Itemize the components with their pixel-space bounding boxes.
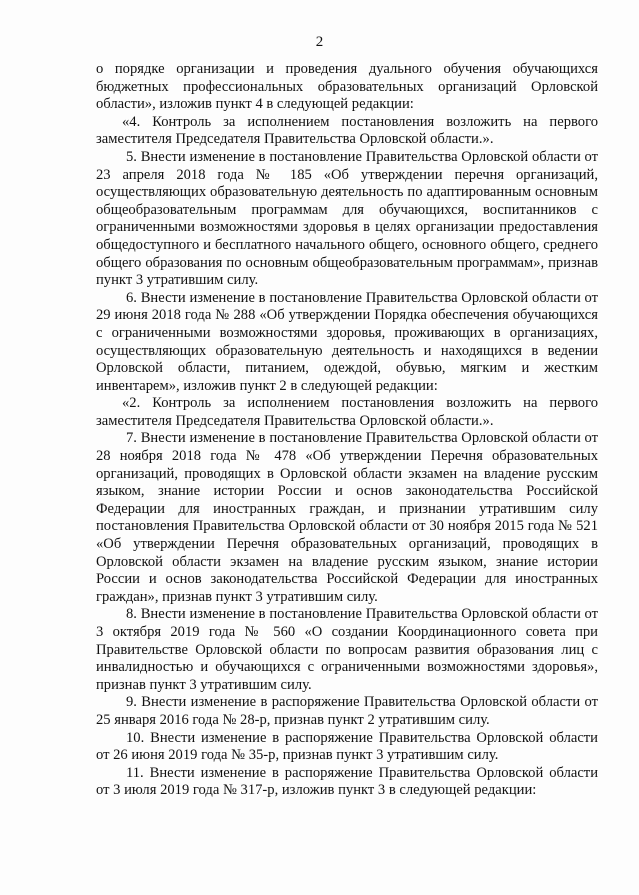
paragraph-item-8: 8. Внести изменение в постановление Правительства Орловской области от 3 октября 2019 года № 560 «О создании Координационного совета при Правительстве Орловской области по вопросам развития образования лиц с инвалидностью и обучающихся с ограниченными возможностями здоровья», признав пункт 3 утратившим силу. [96,606,598,693]
paragraph-continuation: о порядке организации и проведения дуального обучения обучающихся бюджетных профессиональных образовательных организаций Орловской области», изложив пункт 4 в следующей редакции: [96,61,598,113]
page-number: 2 [315,34,324,50]
paragraph-item-10: 10. Внести изменение в распоряжение Правительства Орловской области от 26 июня 2019 года № 35-р, признав пункт 3 утратившим силу. [96,729,598,764]
paragraph-item-6: 6. Внести изменение в постановление Правительства Орловской области от 29 июня 2018 года № 288 «Об утверждении Порядка обеспечения обучающихся с ограниченными возможностями здоровья, проживающих в организациях, осуществляющих образовательную деятельность и находящихся в ведении Орловской области, питанием, одеждой, обувью, мягким и жестким инвентарем», изложив пункт 2 в следующей редакции: [96,289,598,394]
paragraph-quote-item-4: «4. Контроль за исполнением постановления возложить на первого заместителя Председателя Правительства Орловской области.». [96,113,598,148]
paragraph-item-9: 9. Внести изменение в распоряжение Правительства Орловской области от 25 января 2016 года № 28-р, признав пункт 2 утратившим силу. [96,694,598,728]
paragraph-item-11: 11. Внести изменение в распоряжение Правительства Орловской области от 3 июля 2019 года № 317-р, изложив пункт 3 в следующей редакции: [96,764,598,799]
paragraph-quote-item-2: «2. Контроль за исполнением постановления возложить на первого заместителя Председателя Правительства Орловской области.». [96,395,598,429]
document-body [96,61,598,800]
paragraph-item-5: 5. Внести изменение в постановление Правительства Орловской области от 23 апреля 2018 года № 185 «Об утверждении перечня организаций, осуществляющих образовательную деятельность по адаптированным основным общеобразовательным программам для обучающихся, воспитанников с ограниченными возможностями здоровья в целях организации предоставления общедоступного и бесплатного начального общего, основного общего, среднего общего образования по основным общеобразовательным программам», признав пункт 3 утратившим силу. [96,148,598,289]
paragraph-item-7: 7. Внести изменение в постановление Правительства Орловской области от 28 ноября 2018 года № 478 «Об утверждении Перечня образовательных организаций, проводящих в Орловской области экзамен на владение русским языком, знание истории России и основ законодательства Российской Федерации для иностранных граждан, и признании утратившим силу постановления Правительства Орловской области от 30 ноября 2015 года № 521 «Об утверждении Перечня образовательных организаций, проводящих в Орловской области экзамен на владение русским языком, знание истории России и основ законодательства Российской Федерации для иностранных граждан», признав пункт 3 утратившим силу. [96,430,598,605]
